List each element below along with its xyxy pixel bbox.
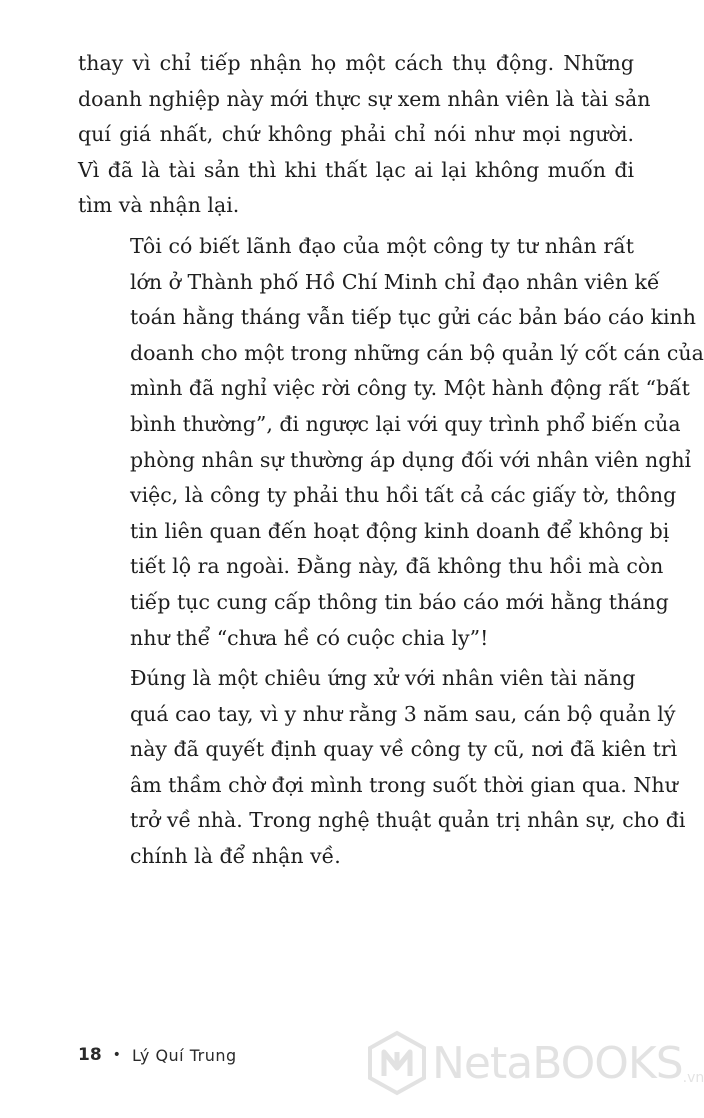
watermark-brand: NetaBOOKS <box>432 1037 683 1089</box>
text-line: tin liên quan đến hoạt động kinh doanh để không bị <box>130 518 670 543</box>
text-line: lớn ở Thành phố Hồ Chí Minh chỉ đạo nhân viên kế <box>130 269 660 294</box>
paragraph <box>78 46 651 224</box>
paragraph <box>78 229 704 656</box>
text-line: tìm và nhận lại. <box>78 193 240 218</box>
footer-separator: • <box>112 1047 121 1063</box>
text-line: tiếp tục cung cấp thông tin báo cáo mới hằng tháng <box>130 589 669 614</box>
text-line: này đã quyết định quay về công ty cũ, nơi đã kiên trì <box>130 737 678 762</box>
page-number: 18 <box>78 1045 102 1065</box>
netabooks-logo-icon <box>364 1030 430 1096</box>
text-line: quí giá nhất, chứ không phải chỉ nói như mọi người. <box>78 122 634 147</box>
text-line: bình thường”, đi ngược lại với quy trình phổ biến của <box>130 411 681 436</box>
text-line: quá cao tay, vì y như rằng 3 năm sau, cán bộ quản lý <box>130 701 676 726</box>
text-line: toán hằng tháng vẫn tiếp tục gửi các bản báo cáo kinh <box>130 305 696 330</box>
body-text <box>78 46 704 880</box>
text-line: âm thầm chờ đợi mình trong suốt thời gian qua. Như <box>130 772 678 797</box>
text-line: doanh cho một trong những cán bộ quản lý cốt cán của <box>130 340 704 365</box>
text-line: tiết lộ ra ngoài. Đằng này, đã không thu hồi mà còn <box>130 554 664 579</box>
watermark <box>364 1030 704 1096</box>
watermark-suffix: .vn <box>682 1070 704 1086</box>
text-line: phòng nhân sự thường áp dụng đối với nhân viên nghỉ <box>130 447 692 472</box>
author-name: Lý Quí Trung <box>131 1045 237 1065</box>
text-line: doanh nghiệp này mới thực sự xem nhân viên là tài sản <box>78 86 651 111</box>
page-footer <box>78 1045 237 1065</box>
text-line: Đúng là một chiêu ứng xử với nhân viên tài năng <box>130 666 636 691</box>
text-line: mình đã nghỉ việc rời công ty. Một hành động rất “bất <box>130 376 690 401</box>
text-line: trở về nhà. Trong nghệ thuật quản trị nhân sự, cho đi <box>130 808 686 833</box>
text-line: như thể “chưa hề có cuộc chia ly”! <box>130 625 489 650</box>
text-line: Tôi có biết lãnh đạo của một công ty tư nhân rất <box>130 233 634 258</box>
text-line: chính là để nhận về. <box>130 844 341 869</box>
text-line: thay vì chỉ tiếp nhận họ một cách thụ động. Những <box>78 51 634 75</box>
text-line: việc, là công ty phải thu hồi tất cả các giấy tờ, thông <box>130 483 677 508</box>
paragraph <box>78 661 686 875</box>
text-line: Vì đã là tài sản thì khi thất lạc ai lại không muốn đi <box>78 157 634 182</box>
